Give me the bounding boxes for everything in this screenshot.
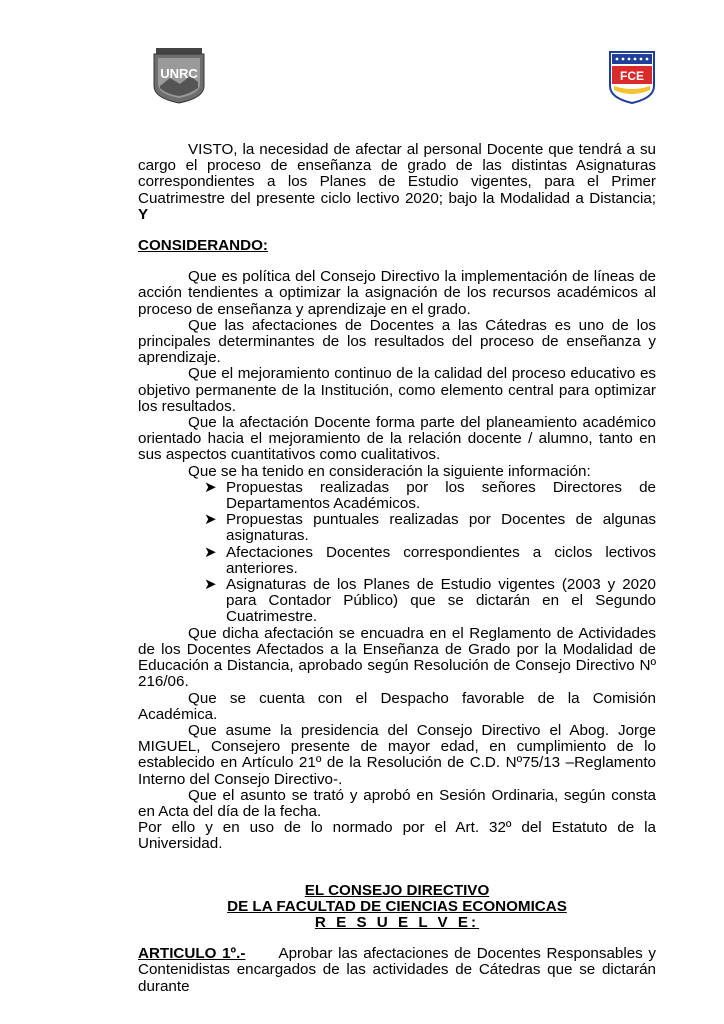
considerando-paragraph: Que dicha afectación se encuadra en el Reglamento de Actividades de los Docentes Afectados a la Enseñanza de Grado por la Modalidad de Educación a Distancia, aprobado según Resolución de Consejo Directivo Nº 216/06. — [138, 624, 656, 691]
arrow-bullet-icon: ➤ — [204, 543, 217, 561]
considerando-paragraph: Que es política del Consejo Directivo la implementación de líneas de acción tendientes a optimizar la asignación de los recursos académicos al proceso de enseñanza y aprendizaje en el grado. — [138, 268, 656, 318]
por-ello-paragraph: Por ello y en uso de lo normado por el Art. 32º del Estatuto de la Universidad. — [138, 819, 656, 853]
visto-y: Y — [138, 205, 149, 223]
considerando-paragraph: Que asume la presidencia del Consejo Directivo el Abog. Jorge MIGUEL, Consejero presente de mayor edad, en cumplimiento de lo establecido en Artículo 21º de la Resolución de C.D. Nº75/13 –Reglamento Interno del Consejo Directivo-. — [138, 721, 656, 788]
list-item: ➤ Asignaturas de los Planes de Estudio vigentes (2003 y 2020 para Contador Público) que se dictarán en el Segundo Cuatrimestre. — [204, 576, 656, 626]
articulo-1 — [138, 946, 656, 995]
resolution-body — [138, 142, 656, 995]
considerando-paragraph: Que las afectaciones de Docentes a las Cátedras es uno de los principales determinantes de los resultados del proceso de enseñanza y aprendizaje. — [138, 316, 656, 367]
considerando-paragraph: Que el asunto se trató y aprobó en Sesión Ordinaria, según consta en Acta del día de la fecha. — [138, 786, 656, 820]
university-logo — [150, 48, 208, 104]
list-item: ➤ Afectaciones Docentes correspondientes a ciclos lectivos anteriores. — [204, 543, 656, 577]
information-list — [138, 480, 656, 626]
considerando-paragraph: Que la afectación Docente forma parte del planeamiento académico orientado hacia el mejoramiento de la relación docente / alumno, tanto en sus aspectos cuantitativos como cualitativos. — [138, 414, 656, 464]
considerando-paragraph: Que el mejoramiento continuo de la calidad del proceso educativo es objetivo permanente de la Institución, como elemento central para optimizar los resultados. — [138, 365, 656, 415]
list-item: ➤ Propuestas puntuales realizadas por Docentes de algunas asignaturas. — [204, 511, 656, 545]
considerando-heading: CONSIDERANDO: — [138, 237, 268, 255]
faculty-heading: DE LA FACULTAD DE CIENCIAS ECONOMICAS — [227, 897, 567, 915]
considerando-paragraph: Que se cuenta con el Despacho favorable de la Comisión Académica. — [138, 689, 656, 723]
arrow-bullet-icon: ➤ — [204, 478, 217, 496]
svg-text:FCE: FCE — [620, 69, 644, 83]
articulo-1-text: Aprobar las afectaciones de Docentes Responsables y Contenidistas encargados de las actividades de Cátedras que se dictarán durante — [138, 945, 656, 995]
considerando-paragraph: Que se ha tenido en consideración la siguiente información: — [188, 462, 591, 480]
faculty-logo — [608, 50, 656, 104]
visto-paragraph: VISTO, la necesidad de afectar al personal Docente que tendrá a su cargo el proceso de enseñanza de grado de las distintas Asignaturas correspondientes a los Planes de Estudio vigentes, para el Primer Cuatrimestre del presente ciclo lectivo 2020; bajo la Modalidad a Distancia; Y — [138, 141, 656, 223]
svg-text:UNRC: UNRC — [160, 66, 198, 81]
arrow-bullet-icon: ➤ — [204, 511, 217, 529]
arrow-bullet-icon: ➤ — [204, 576, 217, 594]
list-item: ➤ Propuestas realizadas por los señores Directores de Departamentos Académicos. — [204, 478, 656, 513]
articulo-1-label: ARTICULO 1º.- — [138, 945, 246, 963]
resuelve-heading: R E S U E L V E: — [314, 913, 480, 931]
council-heading: EL CONSEJO DIRECTIVO — [304, 881, 490, 899]
